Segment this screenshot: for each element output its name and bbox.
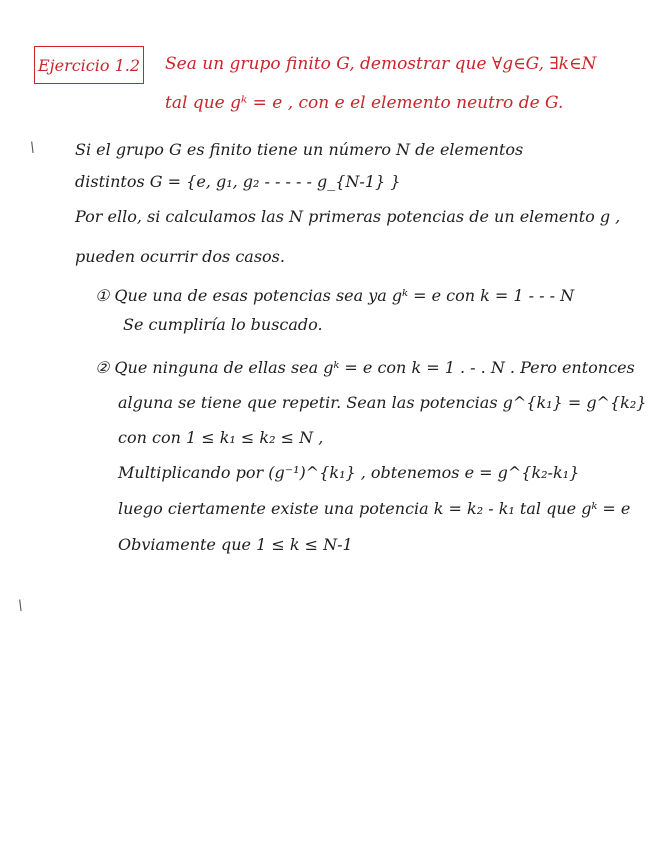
exercise-label: Ejercicio 1.2 (37, 55, 141, 75)
case-2-line-3: con con 1 ≤ k₁ ≤ k₂ ≤ N , (118, 428, 324, 447)
case-2-line-5: luego ciertamente existe una potencia k = k₂ - k₁ tal que gᵏ = e (118, 499, 631, 518)
case-2-line-2: alguna se tiene que repetir. Sean las potencias g^{k₁} = g^{k₂} (118, 393, 647, 412)
margin-tick-mark-2: \ (18, 598, 23, 614)
statement-line-2: tal que gᵏ = e , con e el elemento neutro de G. (165, 93, 564, 113)
body-line-4: pueden ocurrir dos casos. (75, 247, 285, 266)
margin-tick-mark: \ (30, 140, 35, 156)
exercise-label-box (34, 46, 144, 84)
case-1-line-1: ① Que una de esas potencias sea ya gᵏ = e con k = 1 - - - N (95, 286, 575, 305)
case-2-line-1: ② Que ninguna de ellas sea gᵏ = e con k = 1 . - . N . Pero entonces (95, 358, 635, 377)
statement-line-1: Sea un grupo finito G, demostrar que ∀g∈G, ∃k∈N (165, 54, 597, 74)
case-2-line-4: Multiplicando por (g⁻¹)^{k₁} , obtenemos e = g^{k₂-k₁} (118, 463, 580, 482)
body-line-2: distintos G = {e, g₁, g₂ - - - - - g_{N-1} } (75, 172, 401, 191)
body-line-3: Por ello, si calculamos las N primeras potencias de un elemento g , (75, 207, 621, 226)
case-2-line-6: Obviamente que 1 ≤ k ≤ N-1 (118, 535, 353, 554)
case-1-line-2: Se cumpliría lo buscado. (123, 315, 323, 334)
body-line-1: Si el grupo G es finito tiene un número N de elementos (75, 140, 524, 159)
